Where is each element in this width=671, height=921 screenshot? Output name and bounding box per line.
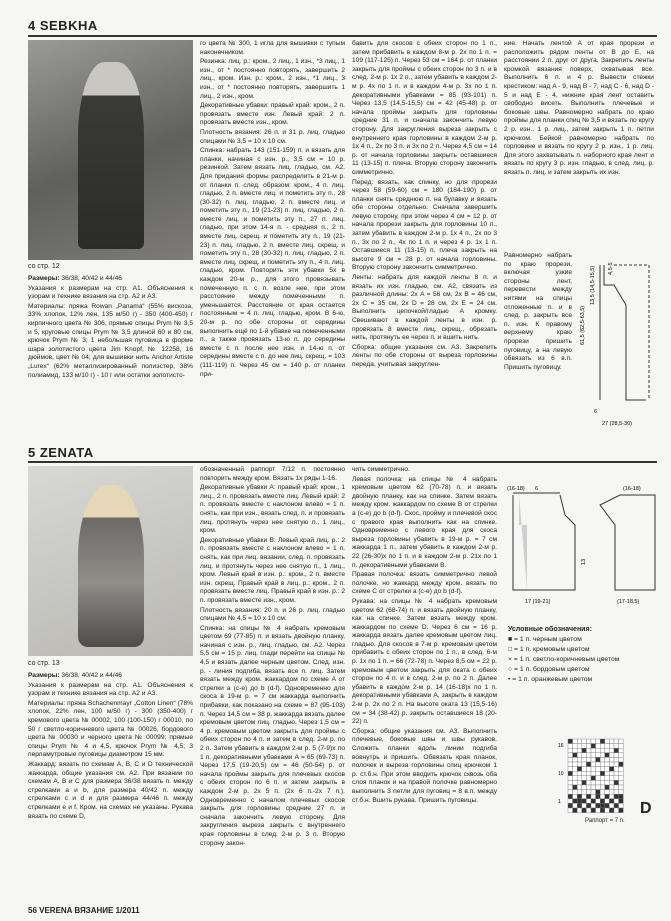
chart-cell (582, 794, 587, 799)
chart-cell (605, 785, 610, 790)
chart-cell (568, 785, 573, 790)
chart-cell (605, 748, 610, 753)
chart-cell (577, 808, 582, 813)
chart-cell (568, 780, 573, 785)
chart-cell (582, 785, 587, 790)
chart-cell (586, 790, 591, 795)
chart-cell (614, 776, 619, 781)
chart-cell (568, 767, 573, 772)
chart-cell (586, 776, 591, 781)
chart-cell (586, 771, 591, 776)
legend-item: ○ = 1 п. бордовым цветом (508, 666, 590, 673)
chart-cell (573, 799, 578, 804)
chart-cell (586, 799, 591, 804)
chart-cell (614, 744, 619, 749)
chart-cell (600, 799, 605, 804)
chart-cell (568, 799, 573, 804)
legend-item: • = 1 п. оранжевым цветом (508, 676, 593, 683)
chart-cell (600, 744, 605, 749)
sizes-line: Размеры: 36/38, 40/42 и 44/46 (28, 672, 122, 679)
chart-cell (619, 808, 624, 813)
chart-cell (609, 753, 614, 758)
paragraph: Равномерно набрать по краю прорези, включая узкие стороны лент, перевести между нитями на спицы отложенные п. и в след. р. закрыть все п. изн. К правому верхнему краю прорези пришить пуговицу, а на левую обвязать из 6 в.п. Пришить пуговицу. (504, 252, 572, 371)
dim-label: 6 (594, 409, 598, 415)
chart-cell (568, 808, 573, 813)
chart-cell (577, 803, 582, 808)
section-title-sebkha: 4 SEBKHA (28, 18, 98, 33)
chart-cell (596, 767, 601, 772)
chart-cell (609, 780, 614, 785)
chart-cell (568, 794, 573, 799)
chart-cell (591, 794, 596, 799)
chart-cell (600, 785, 605, 790)
chart-cell (577, 780, 582, 785)
chart-cell (568, 748, 573, 753)
chart-cell (591, 790, 596, 795)
chart-cell (596, 780, 601, 785)
paragraph: чить симметрично. (352, 466, 410, 473)
chart-cell (591, 780, 596, 785)
row-label: 10 (558, 771, 564, 777)
section-rule (28, 35, 657, 37)
chart-cell (614, 771, 619, 776)
paragraph: Спинка: на спицы № 4 набрать кремовым цветом 69 (77-85) п. и вязать двойную планку, начиная с изн. р., лиц. гладью, см. A2. Через 5,5 см = 15 р. лиц. глади перейти на спицы № 4,5 и вязать далее черным цветом. След. изн. р. - линия подгиба, вязать все п. лиц. Затем вязать между кром. жаккардом по схеме A от стрелки a (c-e) до b (d-f). Одновременно для скоса в 19-м р. = 7 см жаккарда выполнить прибавки, как показано на схеме = 87 (95-103) п. Через 14,5 см = 38 р. жаккарда вязать далее кремовым цветом лиц. гладью. Через 1,5 см = 4 р. кремовым цветом закрыть для проймы с обеих сторон по 4 п. и затем в след. 2-м р. по 2 п. Затем убавить в каждом 2-м р. 5 (7-9)х по 1 п. декоративными убавками А = 65 (69-73) п. Через 17,5 (19-20,5) см = 46 (50-54) р. от начала проймы закрыть для плечевых скосов с обеих сторон по 6 п. и затем закрыть в каждом 2-м р. 2х 5 п. (2х 6 п.-2х 7 п.). Одновременно с началом плечевых скосов закрыть для горловины средние 27 п. и сначала закончить левую сторону. Для закругления выреза закрыть с внутреннего края горловины в след. 2-м р. 3 п. Вторую сторону закон- (200, 624, 345, 847)
chart-cell (600, 767, 605, 772)
photo-caption: со стр. 12 (28, 263, 60, 270)
dim-label: 13,5 (14,5-15,5) (590, 265, 596, 305)
chart-cell (609, 785, 614, 790)
chart-cell (591, 785, 596, 790)
chart-cell (619, 762, 624, 767)
chart-cell (582, 771, 587, 776)
chart-cell (605, 771, 610, 776)
dim-label: (17-18,5) (617, 599, 640, 605)
dim-label: 27 (28,5-30) (602, 421, 632, 427)
center-line (614, 265, 649, 400)
text-column-3 (352, 466, 497, 902)
chart-cell (609, 748, 614, 753)
dim-label: 61,5 (62,5-63,5) (580, 305, 586, 345)
chart-cell (582, 808, 587, 813)
pattern-outline (604, 265, 646, 400)
chart-cell (568, 776, 573, 781)
paragraph: Жаккард: вязать по схемам A, B, C и D технической жаккарда, общие указания см. A2. При вязании по схемам A, B и C для размера 36/38 вязать п. между стрелками a и b, для размера 40/42 п. между стрелками c и d и для размера 44/46 п. между стрелками e и f. Кром. на схемах не указаны. Рукава вязать по схеме D, (28, 760, 193, 820)
chart-cell (586, 757, 591, 762)
chart-cell (577, 739, 582, 744)
chart-cell (600, 739, 605, 744)
chart-cell (582, 753, 587, 758)
jacquard-area (519, 495, 527, 590)
chart-cell (609, 808, 614, 813)
page-footer: 56 VERENA ВЯЗАНИЕ 1/2011 (28, 906, 140, 915)
chart-cell (573, 790, 578, 795)
chart-cell (582, 757, 587, 762)
chart-cell (586, 744, 591, 749)
chart-cell (619, 790, 624, 795)
chart-cell (573, 767, 578, 772)
paragraph: ние. Начать лентой A от края прорези и расположить рядом ленты от B до E, на расстоянии 2 п. друг от друга. Закрепить ленты кромкой вязания поверх, охватывая все. Выполнить 6 п. и 4 р. Вывести стежки крестиком: над A - 9, над B - 7, над C - 6, над D - 5 и над E - 4, нижние края лент оставить свободно висеть. Выполнить плечевые и боковые швы. Равномерно набрать по краю проймы для планки спиц № 3,5 и вязать по кругу 2 р. изн., 1 р. лиц., затем закрыть 1 п. петли крючком. Бейкой равномерно набрать по горловине и вязать по кругу 2 р. изн., 1 р. лиц. Для этого захватывать п. наборного края лент и вязать по кругу 3 р. изн. гладью, в след. лиц. р. вязать п. лиц. и затем закрыть их изн. (504, 40, 654, 176)
legend-item: ■ = 1 п. черным цветом (508, 636, 582, 643)
text-column-4 (504, 40, 654, 250)
schematic-zenata (505, 485, 660, 610)
chart-cell (596, 803, 601, 808)
chart-cell (600, 762, 605, 767)
chart-cell (596, 808, 601, 813)
chart-cell (596, 771, 601, 776)
chart-cell (577, 748, 582, 753)
chart-cell (619, 776, 624, 781)
paragraph: Ленты: набрать для каждой ленты 8 п. и вязать их изн. гладью, см. A2, связать из различной длины: 2х A = 56 см, 2х B = 46 см, 2х C = 35 см, 2х D = 28 см, 2х E = 24 см. Выполнить цепочкой/гладью А кромку. Свешивают в каждой ленты в изн. р. провязать 8 вместе лиц. скрещ., обрезать нить, протянуть ее через п. и вшить нить. (352, 274, 497, 342)
chart-cell (573, 771, 578, 776)
chart-cell (619, 780, 624, 785)
chart-cell (577, 794, 582, 799)
chart-cell (596, 739, 601, 744)
chart-cell (582, 762, 587, 767)
jacquard-chart-d (560, 735, 652, 820)
chart-cell (596, 794, 601, 799)
chart-cell (591, 757, 596, 762)
schematic-sebkha (574, 245, 660, 435)
chart-cell (582, 744, 587, 749)
chart-cell (582, 776, 587, 781)
dim-label: 17 (19-21) (525, 599, 551, 605)
chart-cell (609, 790, 614, 795)
row-label: 1 (558, 799, 561, 805)
paragraph: Резинка: лиц. р.: кром., 2 лиц., 1 изн., *3 лиц., 1 изн., от * постоянно повторять, завершить 2 лиц., кром. Изн. р.: кром., 2 изн., *1 лиц., 3 изн., от * постоянно повторять, завершить 1 лиц., 2 изн., кром. (200, 58, 345, 100)
chart-cell (582, 790, 587, 795)
chart-cell (600, 757, 605, 762)
chart-cell (591, 744, 596, 749)
chart-cell (582, 803, 587, 808)
chart-cell (573, 753, 578, 758)
paragraph: Материалы: пряжа Schachenmayr „Cotton Linen“ (78% хлопок, 22% лен, 100 м/50 г) - 300 (350-400) г кремового цвета № 00002, 100 (100-150) г 00010, по 50 г светло-коричневого цвета № 00026, бордового цвета № 00030 и черного цвета № 00099; прямые спицы Prym № 4 и 4,5, крючок Prym № 4,5; 3 перламутровые пуговицы диаметром 15 мм. (28, 699, 193, 759)
chart-cell (568, 744, 573, 749)
chart-cell (573, 794, 578, 799)
legend-item: × = 1 п. светло-коричневым цветом (508, 656, 620, 663)
chart-cell (609, 803, 614, 808)
chart-cell (619, 767, 624, 772)
dim-label: (16-18) (623, 486, 641, 492)
chart-cell (600, 753, 605, 758)
chart-cell (586, 780, 591, 785)
chart-cell (600, 790, 605, 795)
text-column-1 (28, 275, 193, 435)
chart-cell (596, 762, 601, 767)
chart-cell (614, 748, 619, 753)
chart-cell (600, 794, 605, 799)
text-column-2 (200, 466, 345, 902)
chart-cell (591, 762, 596, 767)
chart-cell (605, 762, 610, 767)
model-photo-sebkha (28, 40, 193, 260)
chart-cell (573, 808, 578, 813)
chart-cell (609, 757, 614, 762)
chart-cell (609, 776, 614, 781)
chart-cell (568, 757, 573, 762)
sleeve-pattern-outline (600, 495, 655, 590)
chart-cell (609, 799, 614, 804)
chart-cell (582, 780, 587, 785)
chart-cell (605, 790, 610, 795)
paragraph: Левая полочка: на спицы № 4 набрать кремовым цветом 62 (70-78) п. и вязать двойную планку, как на спинке. Затем вязать между кром. жаккардом по схеме B от стрелки a (c-e) до b (d-f). Скос, пройму и плечевой скос с правого края выполнить как на спинке. Одновременно с левого края для скоса выреза горловины убавить в 19-м р. = 7 см жаккарда 1 п., затем убавить в каждом 2-м р. 22 (26-30)х по 1 п. и в каждом 2-м р. 21х по 1 п. декоративными убавками B. (352, 475, 497, 569)
chart-cell (586, 753, 591, 758)
chart-cell (586, 808, 591, 813)
paragraph: Декоративные убавки B: Левый край лиц. р.: 2 п. провязать вместе с наклоном влево = 1 п. снять, как при лиц. вязании, след. п. провязать лиц. и протянуть через нее снятую п., 1 лиц., кром. Левый край в изн. р.: кром., 2 п. вместе изн. скрещ. Правый край в лиц. р.: кром., 2 п. провязать вместе лиц. Правый край в изн. р.: 2 п. провязать вместе изн., кром. (200, 536, 345, 604)
chart-cell (577, 757, 582, 762)
chart-cell (619, 739, 624, 744)
chart-cell (614, 767, 619, 772)
chart-cell (573, 776, 578, 781)
chart-cell (614, 799, 619, 804)
chart-cell (591, 748, 596, 753)
chart-cell (573, 757, 578, 762)
chart-cell (577, 790, 582, 795)
chart-cell (596, 785, 601, 790)
chart-cell (586, 767, 591, 772)
dim-label: (16-18) (507, 486, 525, 492)
chart-cell (596, 744, 601, 749)
chart-cell (596, 757, 601, 762)
chart-cell (568, 771, 573, 776)
legend-title: Условные обозначения: (508, 626, 592, 633)
chart-cell (591, 799, 596, 804)
chart-cell (619, 785, 624, 790)
paragraph: Спинка: набрать 143 (151-159) п. и вязать для планки, начиная с изн. р., 3,5 см = 10 р. резинкой. Затем вязать лиц. гладью, см. A2. Для придания формы распределить в 21-м р. от планки п. след. образом: кром., 4 п. лиц. гладью, 2 п. вместе лиц. и пометить эту п., 28 (30-32) п. лиц. гладью, 2 п. вместе лиц. и пометить эту п., 19 (21-23) п. лиц. гладью, 2 п. вместе лиц. и пометить эту п., 27 п. лиц. гладью, при этом 14-я п. - средняя п., 2 п. вместе лиц. скрещ. и пометить эту п., 19 (21-23) п. лиц. гладью, 2 п. вместе лиц. скрещ. и пометить эту п., 28 (30-32) п. лиц. гладью, 2 п. вместе лиц. скрещ. и пометить эту п., 4 п. лиц. гладью, кром. Повторить эти убавки 5х в каждом 20-м р., для этого провязывать помеченную п. с п. возле нее, при этом расстояние между помеченными п. уменьшается. Расстояние от края остается постоянным = 4 п. лиц. гладью, кром. В 6-ю, 20-м р. по обе стороны от середины выполнить ещё по 1-й убавке на помеченными п., а также провязать 13-ю п. до середины вместе с п. после нее изн. и 14-ю п. от середины вместе с п. до нее лиц. скрещ. = 103 (111-119) п. Через 45 см = 140 р. от планки при- (200, 147, 345, 378)
chart-cell (609, 744, 614, 749)
chart-cell (591, 803, 596, 808)
chart-cell (568, 739, 573, 744)
paragraph: Сборка: общие указания см. A3. Выполнить плечевые, боковые швы и швы рукавов. Сложить планки вдоль линии подгиба вовнутрь и пришить. Обвязать края планок, полочек и выреза горловины спиц крючком 1 р. ст.б.н. При этом вводить крючок сквозь оба слоя планок и на правой полочке равномерно выполнить 3 петли для пуговиц = 8 в.п. между ст.б.н. Вшить рукава. Пришить пуговицы. (352, 727, 497, 804)
chart-cell (577, 785, 582, 790)
back-pattern-outline (513, 495, 575, 590)
row-label: 16 (558, 743, 564, 749)
chart-cell (605, 744, 610, 749)
chart-cell (600, 803, 605, 808)
chart-cell (568, 803, 573, 808)
chart-cell (614, 757, 619, 762)
chart-cell (577, 771, 582, 776)
chart-cell (609, 739, 614, 744)
chart-cell (591, 739, 596, 744)
chart-cell (573, 744, 578, 749)
chart-cell (614, 785, 619, 790)
chart-cell (573, 785, 578, 790)
text-column-3 (352, 40, 497, 440)
text-column-4b (504, 252, 572, 372)
section-title-zenata: 5 ZENATA (28, 445, 94, 460)
paragraph: Перед: вязать, как спинку, но для прорези через 58 (59-60) см = 180 (184-190) р. от планки снять среднюю п. на булавку и вязать обе стороны отдельно. Сначала завершить левую сторону, при этом через 4 см = 12 р. от начала прорези закрыть для горловины 10 п., затем убавить в каждом 2-м р. 1х 4 п., 2х по 3 п., 3х по 2 п., 4х по 1 п. и через 4 р. 1х 1 п. Оставшиеся 11 (13-15) п. плеча закрыть на высоте 9 см = 28 р. от начала горловины. Вторую сторону закончить симметрично. (352, 178, 497, 272)
chart-letter: D (640, 800, 652, 817)
chart-cell (605, 739, 610, 744)
paragraph: Сборка: общие указания см. A3. Закрепить ленты по обе стороны от выреза горловины переда, учитывая закруглен- (352, 343, 497, 368)
chart-cell (619, 803, 624, 808)
paragraph: Плотность вязания: 20 п. и 26 р. лиц. гладью спицами № 4,5 = 10 х 10 см. (200, 606, 345, 623)
chart-cell (614, 753, 619, 758)
text-column-2 (200, 40, 345, 440)
chart-cell (577, 799, 582, 804)
chart-cell (596, 799, 601, 804)
chart-cell (591, 771, 596, 776)
chart-cell (582, 748, 587, 753)
chart-cell (586, 748, 591, 753)
chart-cell (609, 771, 614, 776)
chart-cell (577, 776, 582, 781)
paragraph: Указания к размерам на стр. A1. Объяснения к узорам и технике вязания на стр. A2 и A3. (28, 681, 193, 698)
chart-cell (568, 790, 573, 795)
chart-cell (582, 739, 587, 744)
section-rule (28, 461, 657, 463)
chart-cell (591, 776, 596, 781)
chart-cell (596, 748, 601, 753)
chart-cell (596, 753, 601, 758)
chart-cell (573, 780, 578, 785)
chart-cell (605, 780, 610, 785)
paragraph: Материалы: пряжа Rowan „Panama“ (55% вискоза, 33% хлопок, 12% лен, 135 м/50 г) - 350 (400-450) г кирпичного цвета № 306, прямые спицы Prym № 3,5 и 5, круговые спицы Prym № 3,5 длиной 60 и 80 см, крючок Prym № 3; 1 небольшая пуговица в форме шара золотистого цвета Jim Knopf, № 12258, 16 дюймов, цвет № 04; для вышивки нить Anchor Artiste „Lurex“ (62% металлизированный полиэстер, 38% полиамид, 133 м/10 г) - 10 г или остатки золотисто- (28, 302, 193, 379)
chart-cell (591, 767, 596, 772)
chart-cell (605, 794, 610, 799)
chart-cell (605, 808, 610, 813)
chart-cell (591, 753, 596, 758)
chart-cell (619, 771, 624, 776)
sizes-line: Размеры: 36/38, 40/42 и 44/46 (28, 275, 122, 282)
chart-cell (600, 771, 605, 776)
chart-cell (609, 767, 614, 772)
chart-cell (568, 762, 573, 767)
chart-cell (605, 753, 610, 758)
chart-cell (605, 799, 610, 804)
paragraph: Плотность вязания: 26 п. и 31 р. лиц. гладью спицами № 3,5 = 10 х 10 см. (200, 128, 345, 145)
chart-cell (614, 780, 619, 785)
paragraph: бавить для скосов с обеих сторон по 1 п., затем прибавить в каждом 8-м р. 2х по 1 п. = 109 (117-125) п. Через 53 см = 164 р. от планки закрыть для проймы с обеих сторон по 3 п. и в след. 2-м р. 1х 2 п., затем убавить в каждом 2-м р. 4х по 1 п. и в каждом 4-м р. 3х по 1 п. декоративными убавками = 85 (93-101) п. Через 13,5 (14,5-15,5) см = 42 (45-48) р. от начала проймы закрыть для горловины средние 31 п. и сначала закончить левую сторону. Для закругления выреза закрыть с внутреннего края горловины в каждом 2-м р. 1х 4 п., 2х по 3 п. и 3х по 2 п. Через 4,5 см = 14 р. от начала горловины закрыть оставшиеся 11 (13-15) п. плеча. Вторую сторону закончить симметрично. (352, 40, 497, 176)
dim-label: 6 (535, 486, 539, 492)
chart-cell (586, 785, 591, 790)
chart-cell (586, 739, 591, 744)
chart-cell (596, 790, 601, 795)
chart-cell (586, 803, 591, 808)
dim-label: 4,5-5 (608, 262, 614, 275)
paragraph: обозначенный раппорт 7/12 п. постоянно повторить между кром. Вязать 1х ряды 1-16. (200, 466, 345, 482)
chart-cell (600, 776, 605, 781)
chart-rapport: Раппорт = 7 п. (585, 818, 625, 824)
paragraph: го цвета № 300, 1 игла для вышивки с тупым наконечником. (200, 40, 345, 56)
chart-cell (619, 799, 624, 804)
chart-grid (568, 739, 623, 813)
chart-cell (577, 762, 582, 767)
model-photo-zenata (28, 466, 193, 656)
chart-cell (614, 803, 619, 808)
chart-cell (577, 744, 582, 749)
chart-cell (577, 767, 582, 772)
chart-cell (614, 739, 619, 744)
chart-cell (605, 776, 610, 781)
chart-cell (619, 757, 624, 762)
chart-cell (605, 767, 610, 772)
chart-cell (577, 753, 582, 758)
chart-cell (605, 803, 610, 808)
chart-cell (600, 808, 605, 813)
chart-cell (573, 739, 578, 744)
legend-item: □ = 1 п. кремовым цветом (508, 646, 590, 653)
chart-cell (591, 808, 596, 813)
paragraph: Декоративные убавки: правый край: кром., 2 п. провязать вместе изн. Левый край: 2 п. провязать вместе изн., кром. (200, 102, 345, 127)
dim-label: 13 (581, 558, 587, 565)
chart-cell (586, 762, 591, 767)
chart-cell (614, 790, 619, 795)
chart-cell (582, 767, 587, 772)
chart-cell (614, 762, 619, 767)
chart-cell (600, 748, 605, 753)
chart-cell (600, 780, 605, 785)
chart-cell (619, 794, 624, 799)
chart-cell (605, 757, 610, 762)
photo-caption: со стр. 13 (28, 660, 60, 667)
chart-cell (573, 803, 578, 808)
chart-cell (573, 762, 578, 767)
paragraph: Рукава: на спицы № 4 набрать кремовым цветом 62 (68-74) п. и вязать двойную планку, как на спинке. Затем вязать между кром. жаккардом по схеме D. Через 6 см = 16 р. жаккарда вязать далее кремовым цветом лиц. гладью. Для скосов в 7-м р. кремовым цветом прибавить с обеих сторон по 1 п., в след. 6-м р. 1х по 1 п. = 66 (72-78) п. Через 8,5 см = 22 р. кремовым цветом закрыть для оката с обеих сторон по 4 п. и в след. 2-м р. по 2 п. Далее убавить в каждом 2-м р. 14 (16-18)х по 1 п. декоративными убавками А, закрыть в каждом 2-м р. 2х по 2 п. На высоте оката 13 (15,5-16) см = 34 (38-42) р. закрыть оставшиеся 18 (20-22) п. (352, 597, 497, 726)
symbol-legend (508, 625, 658, 685)
chart-cell (619, 748, 624, 753)
chart-cell (568, 753, 573, 758)
chart-cell (614, 794, 619, 799)
paragraph: Правая полочка: вязать симметрично левой полочке, но жаккард между кром. вязать по схеме C от стрелки a (c-e) до b (d-f). (352, 571, 497, 596)
chart-cell (596, 776, 601, 781)
paragraph: Декоративные убавки A: правый край: кром., 1 лиц., 2 п. провязать вместе лиц. Левый край: 2 п. провязать вместе с наклоном влево = 1 п. снять, как при изн., вязать след. п. и провязать лиц. протянуть через нее снятую п., 1 лиц., кром. (200, 484, 345, 535)
chart-cell (609, 794, 614, 799)
chart-cell (586, 794, 591, 799)
paragraph: Указания к размерам на стр. A1. Объяснения к узорам и технике вязания на стр. A2 и A3. (28, 284, 193, 301)
text-column-1 (28, 672, 193, 902)
chart-cell (573, 748, 578, 753)
chart-cell (619, 753, 624, 758)
chart-cell (619, 744, 624, 749)
chart-cell (609, 762, 614, 767)
chart-cell (582, 799, 587, 804)
chart-cell (614, 808, 619, 813)
